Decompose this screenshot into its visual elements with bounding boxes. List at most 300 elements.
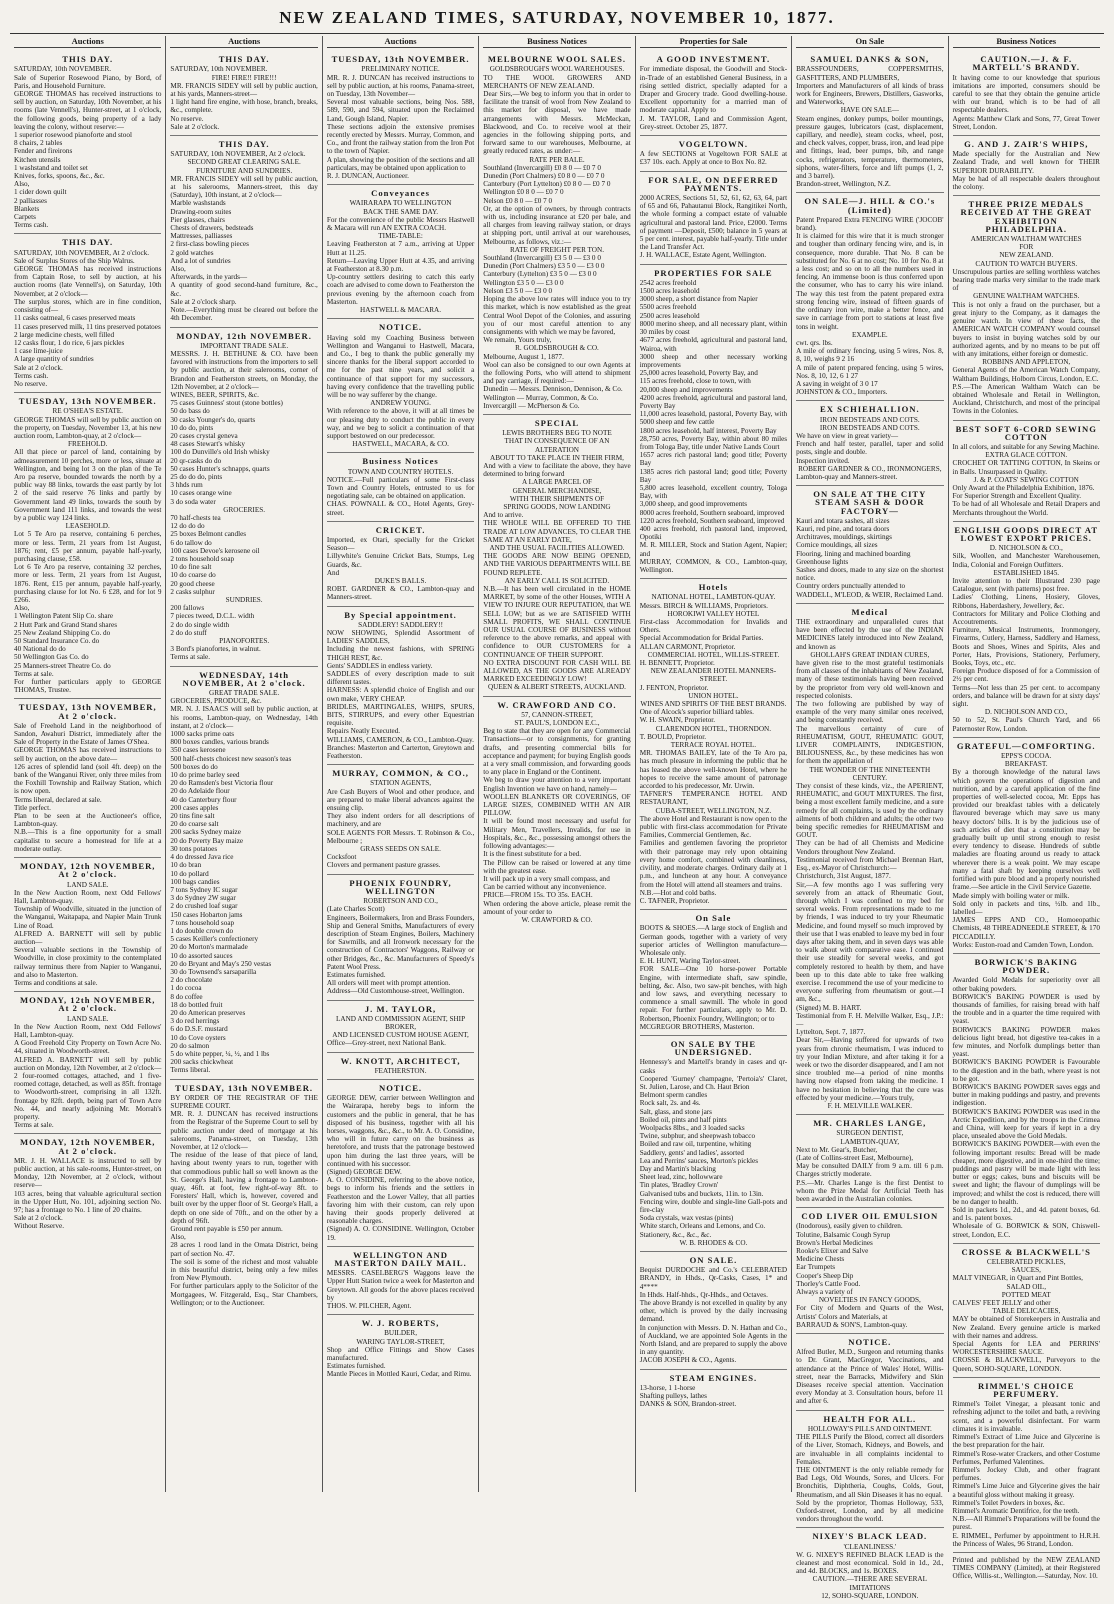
ad-text-line: 11,000 acres leasehold, pastoral, Poverty Bay, with 5000 sheep and few cattle xyxy=(639,410,788,427)
ad-text-line: ALFRED A. BARNETT will sell by public auction— xyxy=(14,929,162,946)
advertisement xyxy=(170,328,317,667)
ad-text-line: 6 do D.S.F. mustard xyxy=(170,1025,228,1034)
ad-text-line: CLARENDON HOTEL, THORNDON. xyxy=(655,724,772,733)
ad-text-line: 2542 acres freehold xyxy=(639,278,697,287)
advertisement xyxy=(953,522,1100,738)
ad-text-line: A LARGE PARCEL OF xyxy=(521,478,592,487)
ad-text-line: GRASS SEEDS ON SALE. xyxy=(360,845,441,854)
ad-heading: BORWICK'S BAKING POWDER. xyxy=(974,956,1078,976)
ad-text-line: 20 do Morton's marmalade xyxy=(170,943,248,952)
ad-text-line: 40 National do do xyxy=(14,645,66,654)
ad-text-line: Works: Euston-road and Camden Town, London. xyxy=(952,940,1094,949)
advertisement xyxy=(953,196,1100,420)
advertisement xyxy=(953,1553,1100,1585)
advertisement xyxy=(953,136,1100,196)
ad-text-line: Office—Grey-street, next National Bank. xyxy=(326,1039,446,1048)
ad-text-line: To be had of all Wholesale and Retail Drapers and Merchants throughout the World. xyxy=(952,500,1100,517)
ad-text-line: GEORGE THOMAS has received instructions to sell by auction, on Saturday, 10th November, at his rooms (late Vennell's), Hunter-street, at 1 o'clock, the following goods, being property of a lady leaving the colony, without reserve:— xyxy=(14,90,162,131)
ad-text-line: FOR SALE—One 10 horse-power Portable Engine, with intermediate shaft, saw spindle, belting, &c. Also, two saw-pit benches, with high and low saws, and everything necessary to commence a small sawmill. The whole in good repair. For further particulars, apply to Mr. D. Robertson, Phoenix Foundry, Wellington; or to xyxy=(639,965,788,1023)
ad-text-line: Dunedin (Port Chalmers) £0 8 0 — £0 7 0 xyxy=(483,172,605,181)
ad-text-line: Tin plates, 'Bradley Crown' xyxy=(639,1181,719,1190)
ad-text-line: ST. PAUL'S, LONDON E.C., xyxy=(514,719,600,728)
ad-text-line: J. FENTON, Proprietor. xyxy=(639,683,709,692)
ad-text-line: TERRACE ROYAL HOTEL. xyxy=(670,741,757,750)
ad-text-line: 28,750 acres, Poverty Bay, within about 80 miles from Tologa Bay, title under Native Lands Court xyxy=(639,434,788,451)
ad-text-line: ROBERT GARDNER & CO., IRONMONGERS, xyxy=(798,464,942,473)
ad-text-line: May be had of all respectable dealers throughout the colony. xyxy=(952,174,1100,192)
ad-heading: ON SALE AT THE CITY STEAM SASH & DOOR FACTORY— xyxy=(813,489,927,516)
ad-text-line: (Late Charles Scott) xyxy=(326,905,385,914)
ad-text-line: P.S.—Mr. Charles Lange is the first Dentist to whom the Prize Medal for Artificial Teeth has been awarded in the Australian colonies. xyxy=(796,1178,944,1204)
ad-heading: TUESDAY, 13th NOVEMBER. xyxy=(331,54,470,65)
ad-text-line: 20 do American preserves xyxy=(170,1008,246,1017)
ad-text-line: Beg to state that they are open for any Commercial Transactions—or to consignments, for granting drafts, and presenting commercial bills for acceptance and payment; for buying English goods at a very small commission, and forwarding goods to any place in England or the Continent. xyxy=(483,727,631,777)
ad-text-line: (Inodorous), easily given to children. xyxy=(796,1222,903,1231)
ad-text-line: Twine, subphur, and sheepwash tobacco xyxy=(639,1132,756,1141)
ad-text-line: Next to Mr. Gear's, Butcher, xyxy=(796,1145,878,1154)
ad-text-line: Sale at 2 o'clock. xyxy=(14,363,63,372)
advertisement xyxy=(327,1001,474,1053)
ad-heading: TUESDAY, 13th NOVEMBER. xyxy=(18,396,157,407)
ad-text-line: SATURDAY, 10th NOVEMBER, At 2 o'clock. xyxy=(14,248,150,257)
ad-text-line: 500 half-chests choicest new season's teas xyxy=(170,754,292,763)
ad-text-line: THE WHOLE WILL BE OFFERED TO THE TRADE AT LOW ADVANCES, TO CLEAR THE SAME AT AN EARLY DATE, xyxy=(483,519,631,544)
ad-text-line: FIRE! FIRE!! FIRE!!! xyxy=(211,73,277,82)
ad-text-line: CUBA-STREET, WELLINGTON, N.Z. xyxy=(655,806,772,815)
ad-text-line: A few SECTIONS at Vogeltown FOR SALE at £37 10s. each. Apply at once to Box No. 82. xyxy=(639,150,788,167)
advertisement xyxy=(327,607,474,766)
ad-text-line: 3 do Sydney 2W sugar xyxy=(170,894,236,903)
ad-text-line: BORWICK'S BAKING POWDER was used in the Arctic Expedition, and by the troops in the Crimea and China, will keep for years if kept in a dry place, unsealed above the Gold Medals. xyxy=(952,1107,1100,1141)
ad-text-line: It is the finest substitute for a bed. xyxy=(483,850,582,859)
ad-text-line: 10 do assorted sauces xyxy=(170,951,233,960)
ad-text-line: MCGREGOR BROTHERS, Masterton. xyxy=(639,1022,755,1031)
column-7 xyxy=(949,36,1104,1581)
ad-heading: CAUTION.—J. & F. MARTELL'S BRANDY. xyxy=(972,54,1081,73)
advertisement xyxy=(796,1208,943,1334)
column-3 xyxy=(323,36,479,1492)
ad-text-line: Unscrupulous parties are selling worthless watches bearing trade marks very similar to the trade mark of xyxy=(952,267,1100,293)
ad-text-line: AND LICENSED CUSTOM HOUSE AGENT, xyxy=(332,1031,469,1040)
ad-text-line: Including the newest fashions, with SPRING THIGH REST, &c. xyxy=(326,645,475,662)
ad-text-line: 350 cases kerosene xyxy=(170,746,226,755)
ad-text-line: SECOND GREAT CLEARING SALE. xyxy=(187,158,301,167)
ad-text-line: For Superior Strength and Excellent Quality. xyxy=(952,492,1082,501)
ad-text-line: D. NICHOLSON & CO., xyxy=(989,544,1063,553)
ad-heading: FOR SALE, ON DEFERRED PAYMENTS. xyxy=(648,174,779,193)
ad-text-line: PIANOFORTES. xyxy=(219,637,270,646)
ad-text-line: Terms liberal, declared at sale. xyxy=(14,795,102,804)
ad-text-line: 48 cases Stewart's whisky xyxy=(170,440,245,449)
ad-text-line: 4200 acres freehold, agricultural and pastoral land, Poverty Bay xyxy=(639,393,788,410)
ad-text-line: The two following are published by way of example of the very many similar ones received, and being constantly received. xyxy=(796,700,944,725)
ad-text-line: 150 cases Hobarton jams xyxy=(170,910,243,919)
ad-text-line: Patent Prepared Extra FENCING WIRE ('JOCOB' brand). xyxy=(796,215,944,233)
ad-text-line: Brandon-street, Wellington, N.Z. xyxy=(796,180,891,189)
ad-heading: On Sale xyxy=(695,913,732,924)
ad-text-line: Rimmel's Toilet Powders in boxes, &c. xyxy=(952,1498,1065,1507)
ad-text-line: Several valuable sections in the Township of Woodville, in close proximity to the contemplated railway terminus there from Napier to Wanganui, and also to Masterton. xyxy=(14,946,162,979)
ad-text-line: Sashes and doors, made to any size on the shortest notice. xyxy=(796,565,944,583)
column-5 xyxy=(636,36,792,1492)
ad-heading: ENGLISH GOODS DIRECT AT LOWEST EXPORT PRICES. xyxy=(954,524,1099,543)
ad-text-line: 500 boxes do do xyxy=(170,762,218,771)
ad-text-line: (Late of Collins-street East, Melbourne), xyxy=(796,1154,914,1162)
ad-text-line: In all colors, and suitable for any Sewing Machine. xyxy=(952,442,1100,451)
ad-text-line: ABOUT TO TAKE PLACE IN THEIR FIRM, xyxy=(490,453,624,462)
column-header: Auctions xyxy=(327,36,474,48)
ad-text-line: Carpets xyxy=(14,213,36,222)
advertisement xyxy=(327,1247,474,1315)
masthead: NEW ZEALAND TIMES, SATURDAY, NOVEMBER 10, 1877. xyxy=(10,8,1104,34)
ad-heading: EX SCHIEHALLION. xyxy=(820,404,920,415)
advertisement xyxy=(796,193,943,401)
ad-text-line: The Pillow can be raised or lowered at any time with the greatest ease. xyxy=(483,858,631,875)
ad-text-line: MR. FRANCIS SIDEY will sell by public auction, at his salerooms, Manners-street, this day (Saturday), 10th instant, at 2 o'clock— xyxy=(170,174,318,200)
ad-heading: STEAM ENGINES. xyxy=(669,1372,758,1383)
ad-text-line: 2 tons household soap xyxy=(170,554,235,563)
ad-text-line: RATE PER BALE. xyxy=(529,155,585,164)
ad-text-line: 10 do do, pints xyxy=(170,423,214,432)
ad-text-line: 200 sacks Sydney maize xyxy=(170,828,241,837)
ad-text-line: Cooper's Sheep Dip xyxy=(796,1271,854,1280)
ad-text-line: ALFRED A. BARNETT will sell by public auction on Monday, 12th November, at 2 o'clock— xyxy=(14,1055,162,1072)
ad-text-line: ROBBINS AND APPLETON, xyxy=(982,358,1071,367)
ad-text-line: TAFNER'S TEMPERANCE HOTEL AND RESTAURANT, xyxy=(639,790,788,807)
ad-text-line: 7 pieces tweed, D.C.L. width xyxy=(170,612,255,621)
ad-heading: ON SALE—J. HILL & CO.'s (Limited) xyxy=(804,196,936,215)
ad-heading: NIXEY'S BLACK LEAD. xyxy=(812,1531,928,1542)
ad-text-line: 1657 acres rich pastoral land; good title; Poverty Bay xyxy=(639,451,788,468)
ad-text-line: 11 cases preserved milk, 11 tins preserved potatoes xyxy=(14,322,161,331)
ad-text-line: 30 casks Younger's do, quarts xyxy=(170,415,256,424)
ad-text-line: SUNDRIES. xyxy=(225,596,263,604)
ad-text-line: 200 sacks chickwheat xyxy=(170,1058,234,1067)
ad-text-line: 70 half-chests tea xyxy=(170,513,221,522)
ad-text-line: Boiled and raw oil, turpentine, whiting xyxy=(639,1140,752,1149)
column-1 xyxy=(10,36,166,1492)
ad-text-line: Nelson £0 8 0 — £0 7 0 xyxy=(483,196,553,205)
ad-text-line: Sale of Freehold Land in the neighborhood of Sandon, Awahuri District, immediately after the Sale of Property in the Estate of James O'Shea. xyxy=(14,721,162,747)
ad-heading: THREE PRIZE MEDALS RECEIVED AT THE GREAT EXHIBITION PHILADELPHIA. xyxy=(960,199,1092,234)
ad-text-line: Mantle Pieces in Mottled Kauri, Cedar, and Rimu. xyxy=(326,1370,472,1379)
ad-text-line: The above Hotel and Restaurant is now open to the public with first-class accommodation for Private Families, Commercial Gentlemen, &c. xyxy=(639,814,788,840)
ad-text-line: THAT IN CONSEQUENCE OF AN ALTERATION xyxy=(504,437,610,454)
ad-text-line: Bequist DURDOCHE and Co.'s CELEBRATED BRANDY, in Hhds., Qr-Casks, Cases, 1* and 4**** xyxy=(639,1266,788,1291)
ad-text-line: Messrs. BIRCH & WILLIAMS, Proprietors. xyxy=(639,601,768,610)
ad-text-line: Importers and Manufacturers of all kinds of brass work for Engineers, Brewers, Distillers, Gasworks, and Waterworks, xyxy=(796,81,944,107)
advertisement xyxy=(640,1370,787,1413)
ad-text-line: Testimonial from F. H. Melville Walker, Esq., J.P.:— xyxy=(796,1011,944,1028)
ad-text-line: A saving in weight of 3 0 17 xyxy=(796,379,878,388)
ad-text-line: 20 do coarse salt xyxy=(170,820,219,829)
ad-text-line: LAND SALE. xyxy=(66,880,109,889)
ad-text-line: Medicine Chests xyxy=(796,1255,845,1264)
ad-heading: ON SALE BY THE UNDERSIGNED. xyxy=(670,1038,757,1058)
advertisement xyxy=(14,1134,161,1234)
ad-text-line: The above Brandy is not excelled in quality by any other, which is proved by the daily increasing demand. xyxy=(639,1299,788,1324)
advertisement xyxy=(327,522,474,607)
ad-text-line: BACK THE SAME DAY. xyxy=(363,207,439,216)
ad-text-line: 10 cases orange wine xyxy=(170,489,232,498)
ad-text-line: HASTWELL, MACARA, & CO. xyxy=(352,440,449,449)
ad-text-line: MR. THOMAS BAILEY, late of the Te Aro pa, has much pleasure in informing the public that he has leased the above well-known Hotel, where he hopes to receive the same amount of patronage accorded to his predecessor, Mr. Urwin. xyxy=(639,749,788,791)
ad-text-line: SOLE AGENTS FOR Messrs. T. Robinson & Co., Melbourne ; xyxy=(326,828,475,845)
ad-text-line: Sale at 2 o'clock. xyxy=(170,122,220,131)
ad-text-line: Lambton-quay and Manners-street. xyxy=(796,472,898,481)
ad-text-line: EXAMPLE. xyxy=(851,330,888,339)
ad-text-line: The soil is some of the richest and most valuable in this beautiful district, being only a few miles from New Plymouth. xyxy=(170,1257,318,1283)
ad-text-line: Made simply with boiling water or milk. xyxy=(952,891,1070,900)
ad-text-line: Rimmel's Lime Juice and Glycerine gives the hair a beautiful gloss without making it greasy. xyxy=(952,1482,1100,1499)
ad-text-line: Terms cash. xyxy=(14,221,49,230)
ad-text-line: 20 cases crystal geneva xyxy=(170,431,238,440)
ad-text-line: Wool can also be consigned to our own Agents at the following Ports, who will attend to shipment and pay carriage, if required:— xyxy=(483,360,631,386)
ad-text-line: SALAD OIL, xyxy=(1006,1282,1046,1291)
ad-text-line: Imported, ex Otari, specially for the Cricket Season— xyxy=(326,535,475,553)
ad-text-line: Blankets xyxy=(14,204,40,213)
ad-text-line: Plan to be seen at the Auctioneer's office, Lambton-quay. xyxy=(14,812,162,829)
ad-text-line: 2 four-roomed cottages, attached, and 1 five-roomed cottage, detached, as well as 85ft. frontage to Woodworth-street, comprising in all 132ft. frontage by 82ft. depth, being part of Town Acre No. 44, and nearly adjoining Mr. Morrah's property. xyxy=(14,1071,162,1121)
ad-heading: TUESDAY, 13th NOVEMBER, At 2 o'clock. xyxy=(18,702,157,721)
advertisement xyxy=(14,51,161,234)
ad-text-line: MR. FRANCIS SIDEY will sell by public auction, at his yards, Manners-street— xyxy=(170,81,318,99)
ad-text-line: 10 do prime barley seed xyxy=(170,771,240,780)
ad-text-line: Wholesale of G. BORWICK & SON, Chiswell-street, London, E.C. xyxy=(952,1222,1100,1239)
ad-text-line: W. G. NIXEY'S REFINED BLACK LEAD is the cleanest and most economical. Sold in 1d., 2d., and 4d. BLOCKS, and 1s. BOXES. xyxy=(796,1550,944,1576)
ad-text-line: French and half tester, parallel, taper and solid posts, single and double. xyxy=(796,440,944,457)
ad-text-line: MR. J. H. WALLACE is instructed to sell by public auction, at his sale-rooms, Hunter-street, on Monday, 12th November, at 2 o'clock, without reserve— xyxy=(14,1156,162,1190)
ad-text-line: AMERICAN WALTHAM WATCHES xyxy=(970,235,1082,244)
ad-text-line: 2000 ACRES, Sections 51, 52, 61, 62, 63, 64, part of 65 and 66, Pahautanui Block, Rangitikei North, the whole forming a compact estate of valuable agricultural and pastoral land. Price, £2000. Terms of payment —Deposit, £500; balance in 5 years at 5 per cent. interest, payable half-yearly. Title under the Land Transfer Act. xyxy=(639,194,788,252)
ad-text-line: FREEHOLD. xyxy=(68,440,108,449)
ad-text-line: A mile of ordinary fencing, using 5 wires, Nos. 8, 8, 10, weighs 9 2 16 xyxy=(796,347,944,364)
ad-text-line: 20 do Bryant and May's 250 vestas xyxy=(170,959,272,968)
ad-text-line: Kauri, red pine, and totara doors xyxy=(796,524,890,533)
ad-text-line: Also, xyxy=(14,604,30,613)
ad-text-line: 103 acres, being that valuable agricultural section in the Upper Hutt, No. 101, adjoining section No. 97; has a frontage to No. 1 line of 20 chains. xyxy=(14,1189,162,1215)
ad-text-line: Awarded Gold Medals for superiority over all other baking powders. xyxy=(952,976,1100,993)
ad-text-line: 10 do coarse do xyxy=(170,571,216,580)
ad-text-line: BORWICK'S BAKING POWDER saves eggs and butter in making puddings and pastry, and prevents indigestion. xyxy=(952,1082,1100,1108)
ad-text-line: These sections adjoin the extensive premises recently erected by Messrs. Murray, Common, and Co., and front the railway station from the Iron Pot to the town of Napier. xyxy=(326,122,475,156)
ad-text-line: JOHNSTON & CO., Importers. xyxy=(796,388,888,397)
ad-text-line: SATURDAY, 10th NOVEMBER. xyxy=(14,65,112,74)
ad-text-line: CAUTION TO WATCH BUYERS. xyxy=(975,259,1078,268)
advertisement xyxy=(640,172,787,265)
ad-text-line: Knives, forks, spoons, &c., &c. xyxy=(14,172,105,181)
ad-text-line: Canterbury (Lyttelton) £3 5 0 — £3 0 0 xyxy=(483,270,597,279)
ad-text-line: Chests of drawers, bedsteads xyxy=(170,224,254,233)
ad-text-line: Thorley's Cattle Food. xyxy=(796,1279,861,1288)
ad-text-line: TOWN AND COUNTRY HOTELS. xyxy=(347,467,454,476)
ad-text-line: Fencing wire, double and single-line Gall-pots and fire-clay xyxy=(639,1197,788,1215)
advertisement xyxy=(14,234,161,393)
ad-text-line: Estimates furnished. xyxy=(326,970,386,979)
advertisement xyxy=(327,1053,474,1080)
ad-text-line: Without Reserve. xyxy=(14,1222,65,1231)
ad-text-line: POTTED MEAT xyxy=(1001,1290,1051,1299)
ad-text-line: Rimmel's Toilet Vinegar, a pleasant tonic and refreshing adjunct to the toilet and bath, a reviving scent, and a powerful disinfectant. For warm climates it is invaluable. xyxy=(952,1400,1100,1433)
ad-text-line: 1 superior rosewood pianoforte and stool xyxy=(14,131,132,140)
ad-text-line: Agents: Matthew Clark and Sons, 77, Great Tower Street, London. xyxy=(952,114,1100,131)
ad-text-line: BORWICK'S BAKING POWDER is used by thousands of families, for raising bread with half the trouble and in a quarter the time required with yeast. xyxy=(952,992,1100,1026)
ad-text-line: 1800 acres leasehold, half interest, Poverty Bay xyxy=(639,426,777,435)
ad-text-line: Sale of Superior Rosewood Piano, by Bord, of Paris, and Household Furniture. xyxy=(14,73,162,90)
ad-text-line: Woolpacks 8lbs., and 3 loaded sacks xyxy=(639,1123,745,1132)
ad-text-line: Terms—Not less than 25 per cent. to accompany orders, and balance will be drawn for at sixty days' sight. xyxy=(952,683,1100,709)
ad-text-line: 5,800 acres leasehold, excellent country, Tologa Bay, with xyxy=(639,483,788,501)
ad-text-line: CELEBRATED PICKLES, xyxy=(986,1258,1066,1267)
advertisement xyxy=(796,1115,943,1208)
ad-text-line: Drawing-room suites xyxy=(170,207,232,216)
ad-text-line: (Signed) A. O. CONSIDINE. Wellington, October 19. xyxy=(326,1225,475,1242)
ad-text-line: J. M. TAYLOR, Land and Commission Agent, Grey-street. October 25, 1877. xyxy=(639,114,788,131)
ad-text-line: 1 light hand fire engine, with hose, branch, breaks, &c., complete. xyxy=(170,98,318,115)
ad-text-line: CHAS. POWNALL & CO., Hotel Agents, Grey-street. xyxy=(326,500,475,517)
ad-text-line: THE GOODS ARE NOW BEING OPENED, AND THE VARIOUS DEPARTMENTS WILL BE FOUND REPLETE. xyxy=(483,552,631,577)
ad-text-line: TO THE WOOL GROWERS AND MERCHANTS OF NEW ZEALAND. xyxy=(483,73,631,90)
ad-text-line: BOOTS & SHOES.—A large stock of English and German goods, together with a variety of very superior articles of Wellington manufacture—Wholesale only. xyxy=(639,924,788,957)
ad-text-line: JAMES EPPS AND CO., Homoeopathic Chemists, 48 THREADNEEDLE STREET, & 170 PICCADILLY. xyxy=(952,916,1100,941)
ad-text-line: BRASSFOUNDERS, COPPERSMITHS, GASFITTERS, AND PLUMBERS, xyxy=(796,65,944,82)
ad-text-line: 2 do do single width xyxy=(170,620,230,629)
ad-text-line: 1 do cocoa xyxy=(170,984,202,993)
ad-text-line: 1 Wellington Patent Slip Co. share xyxy=(14,612,114,621)
ad-text-line: CAUTION.—THERE ARE SEVERAL IMITATIONS xyxy=(812,1575,928,1592)
ad-text-line: DANKS & SON, Brandon-street. xyxy=(639,1400,737,1409)
ad-heading: A GOOD INVESTMENT. xyxy=(656,54,771,65)
ad-text-line: Return—Leaving Upper Hutt at 4.35, and arriving at Featherston at 8.30 p.m. xyxy=(326,256,475,274)
ad-text-line: Ladies' Clothing, Linens, Hosiery, Gloves, Ribbons, Haberdashery, Jewellery, &c. xyxy=(952,593,1100,610)
advertisement xyxy=(796,401,943,486)
ad-text-line: A plan, showing the position of the sections and all particulars, may be obtained upon application to xyxy=(326,155,475,172)
ad-text-line: SATURDAY, 10th NOVEMBER, At 2 o'clock. xyxy=(170,150,306,159)
ad-text-line: 40 do Canterbury flour xyxy=(170,795,237,804)
ad-text-line: 20 tins fine salt xyxy=(170,812,215,821)
ad-text-line: RATE OF FREIGHT PER TON. xyxy=(509,245,604,254)
ad-text-line: 11 casks oatmeal, 6 cases preserved meats xyxy=(14,314,136,323)
ad-text-line: 3 do soda water xyxy=(170,497,216,506)
ad-text-line: CROCHET OR TATTING COTTON, In Skeins or in Balls. Unsurpassed in Quality. xyxy=(952,459,1100,476)
ad-text-line: Or, at the option of owners, by through contracts with us, including insurance at £20 per bale, and all charges from leaving railway station, or drays at shipping port, until arrival at our warehouses, Melbourne, as follows, viz.:— xyxy=(483,204,631,246)
ad-text-line: MALT VINEGAR, in Quart and Pint Bottles, xyxy=(952,1274,1083,1283)
ad-text-line: HARNESS: A splendid choice of English and our own make, VERY CHEAP. xyxy=(326,686,475,703)
ad-text-line: No reserve. xyxy=(170,114,204,123)
ad-text-line: And xyxy=(326,568,340,577)
ad-text-line: Dear Sir,—Having suffered for upwards of two years from chronic rheumatism, I was induced to try your Indian Mixture, and after taking it for a week or two the disorder disappeared, and I am not since troubled me—a period of nine months having now elapsed from taking the medicine. I have no hesitation in believing that the cure was effected by your medicine.—Yours truly, xyxy=(796,1036,944,1102)
ad-text-line: Soda crystals, wax vestas (pints) xyxy=(639,1214,734,1223)
ad-text-line: LEASEHOLD. xyxy=(65,522,110,531)
ad-text-line: EXTRA GLACE COTTON. xyxy=(985,451,1068,460)
ad-text-line: Brown's Herbal Medicines xyxy=(796,1238,873,1247)
ad-text-line: It will be found most necessary and useful for Military Men, Travellers, Invalids, for use in Hospitals, &c., &c., possessing amongst others the following advantages:— xyxy=(483,817,631,851)
ad-heading: W. KNOTT, ARCHITECT, xyxy=(340,1055,461,1066)
ad-text-line: 100 bags candies xyxy=(170,877,220,886)
ad-heading: THIS DAY. xyxy=(62,237,114,248)
ad-text-line: 200 fallows xyxy=(170,604,205,613)
ad-text-line: Branches: Masterton and Carterton, Greytown and Featherston. xyxy=(326,743,475,761)
ad-text-line: Leaving Featherston at 7 a.m., arriving at Upper Hutt at 11.25. xyxy=(326,240,475,257)
ad-heading: BEST SOFT 6-CORD SEWING COTTON xyxy=(955,423,1097,442)
ad-text-line: 50 Wellington Gas Co. do xyxy=(14,653,89,662)
ad-text-line: 25 boxes Belmont candles xyxy=(170,530,247,539)
ad-heading: NOTICE. xyxy=(848,1337,892,1348)
ad-heading: THIS DAY. xyxy=(218,139,270,150)
ad-heading: Hotels xyxy=(698,582,729,593)
ad-text-line: Note.—Everything must be cleared out before the 4th December. xyxy=(170,306,318,323)
ad-text-line: A. O. CONSIDINE, referring to the above notice, begs to inform his friends and the settlers in Featherston and the Lower Valley, that all parties favoring him with their custom, can rely upon having their goods properly delivered at reasonable charges. xyxy=(326,1176,475,1226)
column-header: Auctions xyxy=(170,36,317,48)
ad-text-line: 8000 merino sheep, and all necessary plant, within 30 miles by coast xyxy=(639,319,788,337)
ad-text-line: RE O'SHEA'S ESTATE. xyxy=(52,407,123,416)
columns xyxy=(10,36,1104,1600)
column-2 xyxy=(166,36,322,1492)
ad-text-line: 2 do crushed loaf sugar xyxy=(170,902,238,911)
advertisement xyxy=(14,699,161,858)
ad-text-line: Sale at 2 o'clock. xyxy=(14,1214,63,1223)
ad-heading: THIS DAY. xyxy=(62,54,114,65)
advertisement xyxy=(640,579,787,910)
advertisement xyxy=(640,136,787,172)
ad-text-line: 20 do Ramsden's best Victoria flour xyxy=(170,779,274,788)
ad-text-line: FEATHERSTON. xyxy=(374,1066,427,1075)
ad-text-line: WAIRARAPA TO WELLINGTON xyxy=(349,199,452,208)
ad-text-line: GHOLLAH'S GREAT INDIAN CURES, xyxy=(810,650,930,659)
ad-text-line: It will pack up in a very small compass, and xyxy=(483,874,610,883)
advertisement xyxy=(483,415,630,697)
ad-text-line: 6 do tallow do xyxy=(170,538,212,547)
ad-text-line: Clovers and permanent pasture grasses. xyxy=(326,861,441,870)
ad-text-line: NOTICE.—Full particulars of some First-class Town and Country Hotels, entrusted to us for negotiating sale, can be obtained on application. xyxy=(326,475,475,501)
ad-text-line: BORWICK'S BAKING POWDER—with even the following important results: Bread will be made cheaper, more digestive, and in one-third the time; puddings and pastry will be made light with less butter or eggs; cakes, buns and biscuits will be sweet and light; the flavour of dumplings will be improved; and whilst the cost is reduced, there will be no danger to health. xyxy=(952,1140,1100,1206)
ad-text-line: 25,000 acres leasehold, Poverty Bay, and xyxy=(639,369,758,378)
advertisement xyxy=(796,51,943,193)
ad-text-line: Afterwards, in the yards— xyxy=(170,273,248,282)
advertisement xyxy=(953,1244,1100,1378)
ad-text-line: 10 do bran xyxy=(170,861,202,870)
ad-text-line: 25 New Zealand Shipping Co. do xyxy=(14,628,111,637)
ad-text-line: WITH THEIR SHIPMENTS OF xyxy=(509,494,605,503)
ad-text-line: LAND SALE. xyxy=(66,1014,109,1023)
advertisement xyxy=(953,1378,1100,1553)
ad-text-line: HASTWELL & MACARA. xyxy=(360,306,442,315)
ad-text-line: BORWICK'S BAKING POWDER makes delicious light bread, hot digestive tea-cakes in a few minutes, and Norfolk dumplings better than yeast. xyxy=(952,1025,1100,1059)
ad-text-line: MESSRS. CASELBERG'S Waggons leave the Upper Hutt Station twice a week for Masterton and Greytown. All goods for the above places received by xyxy=(326,1269,475,1302)
ad-text-line: BORWICK'S BAKING POWDER is Favourable to the digestion and in the bath, where yeast is not to be got. xyxy=(952,1058,1100,1083)
ad-text-line: WADDELL, M'LEOD, & WEIR, Reclaimed Land. xyxy=(796,590,944,599)
advertisement xyxy=(14,393,161,699)
ad-text-line: 50 cases Hunter's schnapps, quarts xyxy=(170,464,270,473)
ad-text-line: Wellington £0 8 0 — £0 7 0 xyxy=(483,188,564,197)
ad-text-line: Special Accommodation for Bridal Parties. xyxy=(639,634,764,643)
ad-text-line: Mattresses, palliasses xyxy=(170,232,233,241)
ad-text-line: 2 first-class bowling pieces xyxy=(170,240,249,249)
ad-text-line: No reserve. xyxy=(14,379,48,388)
ad-heading: W. CRAWFORD AND CO. xyxy=(497,699,617,710)
ad-text-line: All orders will meet with prompt attention. xyxy=(326,979,451,988)
ad-text-line: Address—Old Customhouse-street, Wellington. xyxy=(326,987,465,996)
ad-text-line: 1385 acres rich pastoral land; good title; Poverty Bay xyxy=(639,467,788,484)
advertisement xyxy=(327,319,474,453)
ad-text-line: 7 tons household soap xyxy=(170,918,235,927)
advertisement xyxy=(796,1334,943,1411)
ad-heading: Medical xyxy=(851,606,889,617)
ad-heading: G. AND J. ZAIR'S WHIPS, xyxy=(964,139,1089,150)
ad-text-line: Up-country settlers desiring to catch this early coach are advised to come down to Featherston the previous evening by the afternoon coach from Masterton. xyxy=(326,273,475,306)
advertisement xyxy=(640,265,787,580)
advertisement xyxy=(640,51,787,136)
